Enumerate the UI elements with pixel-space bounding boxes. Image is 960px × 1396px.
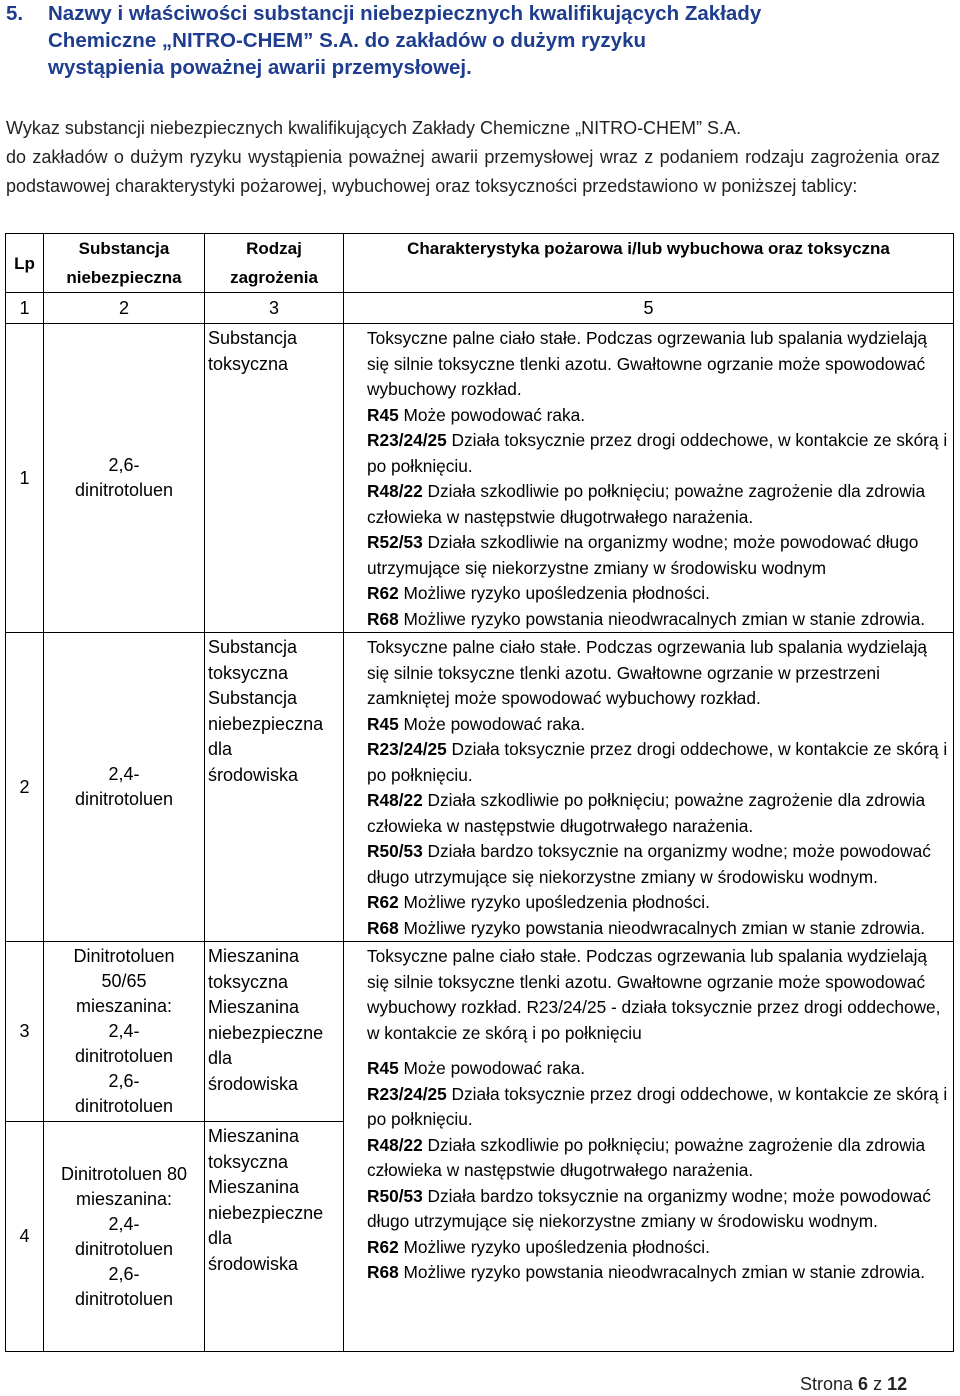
table-row bbox=[6, 324, 954, 633]
header-characteristics: Charakterystyka pożarowa i/lub wybuchowa oraz toksyczna bbox=[344, 234, 954, 293]
row-hazard bbox=[205, 324, 344, 633]
substance-line: Dinitrotoluen bbox=[73, 946, 175, 966]
risk-code: R45 bbox=[367, 713, 399, 734]
risk-code: R45 bbox=[367, 1058, 399, 1078]
characteristic-item bbox=[367, 428, 953, 479]
characteristic-text: Może powodować raka. bbox=[398, 1058, 586, 1078]
section-heading bbox=[6, 0, 946, 81]
substance-line: dinitrotoluen bbox=[74, 789, 174, 809]
characteristic-item bbox=[367, 788, 953, 839]
substance-line: 50/65 bbox=[101, 971, 147, 991]
risk-code: R62 bbox=[367, 892, 399, 912]
characteristic-item bbox=[367, 530, 953, 581]
spacer bbox=[367, 1046, 953, 1056]
substance-line: dinitrotoluen bbox=[74, 480, 174, 500]
hazard-line: toksyczna bbox=[208, 353, 289, 374]
characteristic-item bbox=[367, 479, 953, 530]
characteristic-item bbox=[367, 1184, 953, 1235]
risk-code: R23/24/25 bbox=[367, 739, 447, 759]
footer-page-number: 6 bbox=[858, 1374, 869, 1394]
substance-line: 2,4- bbox=[108, 1213, 140, 1234]
hazard-line: Substancja bbox=[208, 328, 298, 348]
hazard-line: Substancja bbox=[208, 688, 298, 708]
characteristic-item bbox=[367, 403, 953, 429]
substance-line: dinitrotoluen bbox=[74, 1046, 174, 1066]
row-lp: 4 bbox=[6, 1122, 44, 1352]
characteristic-text: Działa szkodliwie po połknięciu; poważne zagrożenie dla zdrowia człowieka w następstwie długotrwałego narażenia. bbox=[367, 1134, 926, 1180]
row-hazard bbox=[205, 942, 344, 1122]
risk-code: R23/24/25 bbox=[367, 1083, 447, 1104]
substance-line: dinitrotoluen bbox=[74, 1238, 174, 1259]
characteristic-item bbox=[367, 635, 953, 712]
column-number: 2 bbox=[44, 293, 205, 324]
substance-line: dinitrotoluen bbox=[74, 1096, 174, 1116]
characteristic-text: Działa toksycznie przez drogi oddechowe, w kontakcie ze skórą i po połknięciu. bbox=[367, 739, 948, 785]
hazard-line: Mieszanina bbox=[208, 946, 300, 966]
hazard-line: dla bbox=[208, 739, 233, 759]
characteristic-text: Możliwe ryzyko powstania nieodwracalnych zmian w stanie zdrowia. bbox=[398, 1262, 926, 1282]
characteristic-text: Możliwe ryzyko upośledzenia płodności. bbox=[398, 1236, 710, 1257]
characteristic-text: Możliwe ryzyko upośledzenia płodności. bbox=[398, 892, 710, 912]
header-substance-line: niebezpieczna bbox=[66, 268, 182, 287]
characteristic-item bbox=[367, 326, 953, 403]
substances-table bbox=[5, 233, 954, 1352]
risk-code: R52/53 bbox=[367, 532, 423, 552]
hazard-line: dla bbox=[208, 1228, 233, 1248]
row-substance bbox=[44, 1122, 205, 1352]
intro-line-1: Wykaz substancji niebezpiecznych kwalifikujących Zakłady Chemiczne „NITRO-CHEM” S.A. bbox=[6, 118, 742, 138]
row-lp: 1 bbox=[6, 324, 44, 633]
hazard-line: Mieszanina bbox=[208, 1177, 300, 1197]
characteristic-text: Działa szkodliwie po połknięciu; poważne zagrożenie dla zdrowia człowieka w następstwie długotrwałego narażenia. bbox=[367, 790, 926, 836]
risk-code: R68 bbox=[367, 917, 399, 938]
hazard-line: toksyczna bbox=[208, 1151, 289, 1172]
heading-line-2: Chemiczne „NITRO-CHEM” S.A. do zakładów o dużym ryzyku bbox=[48, 29, 647, 52]
characteristic-item bbox=[367, 1133, 953, 1184]
row-substance bbox=[44, 942, 205, 1122]
substance-line: 2,6- bbox=[108, 455, 140, 475]
footer-prefix: Strona bbox=[800, 1374, 859, 1394]
section-number: 5. bbox=[6, 2, 24, 25]
substance-line: 2,6- bbox=[108, 1263, 140, 1284]
hazard-line: środowiska bbox=[208, 764, 299, 785]
risk-code: R48/22 bbox=[367, 1134, 423, 1155]
characteristic-text: Toksyczne palne ciało stałe. Podczas ogrzewania lub spalania wydzielają się silnie toksyczne tlenki azotu. Gwałtowne ogrzanie w przestrzeni zamkniętej może spowodować wybuchowy rozkład. bbox=[367, 637, 928, 708]
hazard-line: toksyczna bbox=[208, 662, 289, 683]
characteristic-text: Możliwe ryzyko upośledzenia płodności. bbox=[398, 583, 710, 603]
risk-code: R50/53 bbox=[367, 841, 423, 861]
characteristic-item bbox=[367, 1056, 953, 1082]
heading-line-3: wystąpienia poważnej awarii przemysłowej. bbox=[48, 56, 472, 79]
row-characteristics bbox=[344, 633, 954, 942]
hazard-line: środowiska bbox=[208, 1253, 299, 1274]
header-hazard-line: zagrożenia bbox=[230, 268, 318, 287]
hazard-line: dla bbox=[208, 1048, 233, 1068]
footer-middle: z bbox=[868, 1374, 888, 1394]
table-row bbox=[6, 942, 954, 1122]
risk-code: R48/22 bbox=[367, 481, 423, 501]
hazard-line: niebezpieczna bbox=[208, 713, 324, 734]
column-number: 3 bbox=[205, 293, 344, 324]
characteristic-text: Działa szkodliwie na organizmy wodne; może powodować długo utrzymujące się niekorzystne zmiany w środowisku wodnym bbox=[367, 532, 919, 578]
characteristic-text: Może powodować raka. bbox=[398, 404, 586, 425]
risk-code: R68 bbox=[367, 608, 399, 629]
hazard-line: Mieszanina bbox=[208, 1126, 300, 1146]
substance-line: dinitrotoluen bbox=[74, 1288, 174, 1309]
heading-line-1: Nazwy i właściwości substancji niebezpiecznych kwalifikujących Zakłady bbox=[48, 2, 762, 25]
intro-paragraph bbox=[6, 114, 940, 201]
characteristic-text: Toksyczne palne ciało stałe. Podczas ogrzewania lub spalania wydzielają się silnie toksyczne tlenki azotu. Gwałtowne ogrzanie może spowodować wybuchowy rozkład. bbox=[367, 328, 928, 399]
header-substance bbox=[44, 234, 205, 293]
risk-code: R23/24/25 bbox=[367, 430, 447, 450]
characteristic-text: Działa bardzo toksycznie na organizmy wodne; może powodować długo utrzymujące się niekorzystne zmiany w środowisku wodnym. bbox=[367, 1185, 931, 1231]
risk-code: R68 bbox=[367, 1262, 399, 1282]
characteristic-text: Działa toksycznie przez drogi oddechowe, w kontakcie ze skórą i po połknięciu. bbox=[367, 1083, 948, 1129]
risk-code: R48/22 bbox=[367, 790, 423, 810]
row-lp: 3 bbox=[6, 942, 44, 1122]
characteristic-item bbox=[367, 916, 953, 942]
row-substance bbox=[44, 633, 205, 942]
column-number: 5 bbox=[344, 293, 954, 324]
footer-page-total: 12 bbox=[887, 1374, 908, 1394]
substance-line: mieszanina: bbox=[75, 1188, 173, 1209]
hazard-line: Mieszanina bbox=[208, 997, 300, 1017]
risk-code: R62 bbox=[367, 1236, 399, 1257]
substance-line: 2,6- bbox=[108, 1071, 140, 1091]
characteristic-item bbox=[367, 1082, 953, 1133]
hazard-line: niebezpieczne bbox=[208, 1202, 324, 1223]
risk-code: R50/53 bbox=[367, 1185, 423, 1206]
characteristic-item bbox=[367, 890, 953, 916]
characteristic-item bbox=[367, 581, 953, 607]
characteristic-item bbox=[367, 1235, 953, 1261]
characteristic-text: Może powodować raka. bbox=[398, 713, 586, 734]
hazard-line: toksyczna bbox=[208, 971, 289, 992]
row-characteristics bbox=[344, 942, 954, 1352]
row-characteristics bbox=[344, 324, 954, 633]
intro-rest: do zakładów o dużym ryzyku wystąpienia poważnej awarii przemysłowej wraz z podaniem rodzaju zagrożenia oraz podstawowej charakterystyki pożarowej, wybuchowej oraz toksyczności przedstawiono w poniższej tablicy: bbox=[6, 147, 940, 196]
column-number-row bbox=[6, 293, 954, 324]
header-lp: Lp bbox=[6, 234, 44, 293]
row-hazard bbox=[205, 633, 344, 942]
hazard-line: niebezpieczne bbox=[208, 1022, 324, 1043]
substance-line: 2,4- bbox=[108, 1021, 140, 1041]
row-hazard bbox=[205, 1122, 344, 1352]
row-substance bbox=[44, 324, 205, 633]
hazard-line: środowiska bbox=[208, 1073, 299, 1094]
characteristic-text: Działa szkodliwie po połknięciu; poważne zagrożenie dla zdrowia człowieka w następstwie długotrwałego narażenia. bbox=[367, 481, 926, 527]
header-substance-line: Substancja bbox=[78, 239, 170, 258]
characteristic-text: Możliwe ryzyko powstania nieodwracalnych zmian w stanie zdrowia. bbox=[398, 608, 926, 629]
risk-code: R45 bbox=[367, 404, 399, 425]
row-lp: 2 bbox=[6, 633, 44, 942]
characteristic-item bbox=[367, 1260, 953, 1286]
characteristic-intro: Toksyczne palne ciało stałe. Podczas ogrzewania lub spalania wydzielają się silnie toksyczne tlenki azotu. Gwałtowne ogrzanie może spowodować wybuchowy rozkład. R23/24/25 - działa toksycznie przez drogi oddechowe, w kontakcie ze skórą i po połknięciu bbox=[367, 946, 941, 1043]
characteristic-item bbox=[367, 737, 953, 788]
table-header-row bbox=[6, 234, 954, 293]
substance-line: Dinitrotoluen 80 bbox=[60, 1163, 188, 1184]
header-hazard bbox=[205, 234, 344, 293]
page-footer bbox=[800, 1374, 907, 1395]
characteristic-text: Działa bardzo toksycznie na organizmy wodne; może powodować długo utrzymujące się niekorzystne zmiany w środowisku wodnym. bbox=[367, 841, 931, 887]
header-hazard-line: Rodzaj bbox=[246, 239, 302, 258]
characteristic-item bbox=[367, 839, 953, 890]
substance-line: 2,4- bbox=[108, 764, 140, 784]
characteristic-text: Możliwe ryzyko powstania nieodwracalnych zmian w stanie zdrowia. bbox=[398, 917, 926, 938]
substance-line: mieszanina: bbox=[75, 996, 173, 1016]
column-number: 1 bbox=[6, 293, 44, 324]
characteristic-text: Działa toksycznie przez drogi oddechowe, w kontakcie ze skórą i po połknięciu. bbox=[367, 430, 948, 476]
risk-code: R62 bbox=[367, 583, 399, 603]
characteristic-item bbox=[367, 712, 953, 738]
characteristic-item bbox=[367, 607, 953, 633]
hazard-line: Substancja bbox=[208, 637, 298, 657]
table-row bbox=[6, 633, 954, 942]
